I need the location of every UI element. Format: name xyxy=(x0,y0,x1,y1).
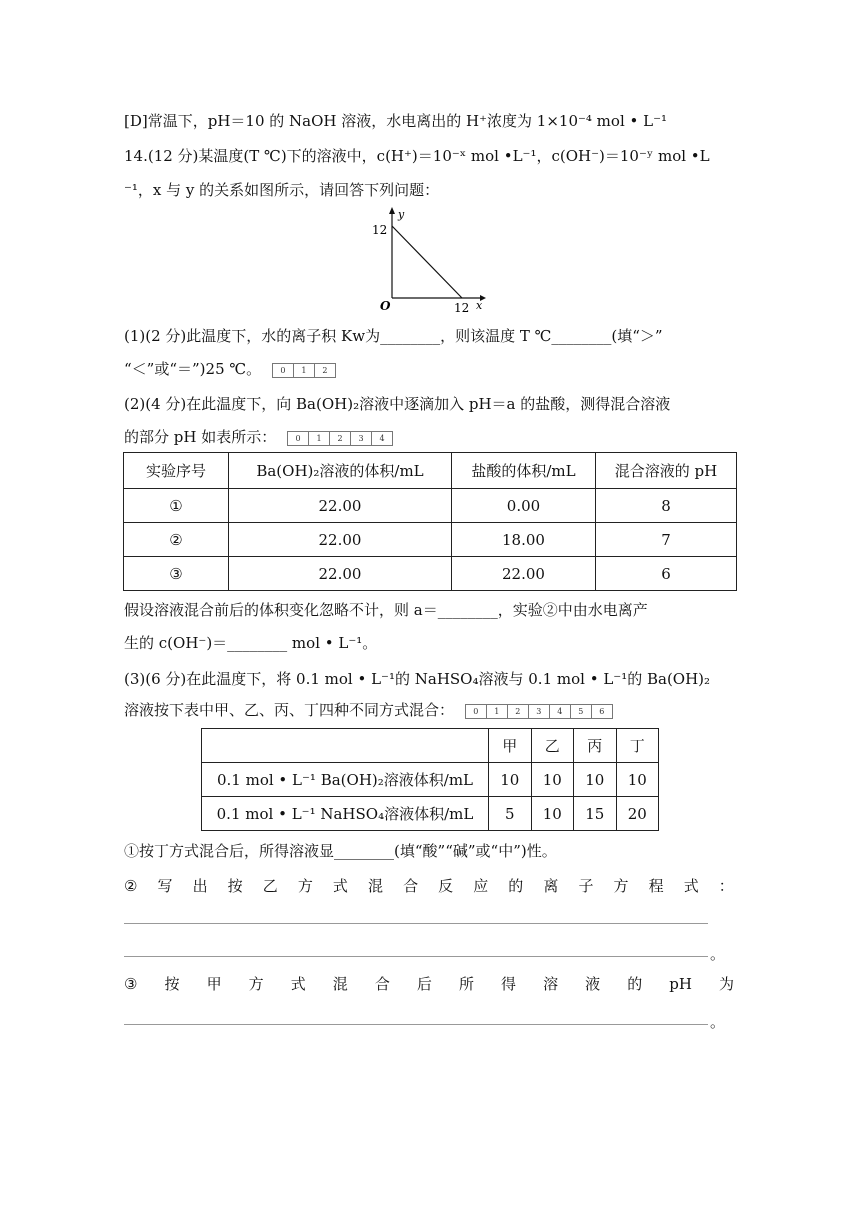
p2-line2-text: 的部分 pH 如表所示： xyxy=(124,428,277,446)
p3-sub3-char: 溶 xyxy=(543,975,559,993)
q13-option-d: [D]常温下，pH＝10 的 NaOH 溶液，水电离出的 H⁺浓度为 1×10⁻⁴ mol • L⁻¹ xyxy=(124,112,668,130)
p3-sub3-char: 式 xyxy=(290,975,306,993)
table1-cell: 22.00 xyxy=(229,489,452,523)
p3-sub3-char: 合 xyxy=(374,975,390,993)
table2-cell: 20 xyxy=(616,797,659,831)
table2-header: 甲 xyxy=(489,729,532,763)
score-box-p1[interactable] xyxy=(272,363,336,378)
q14-stem-line2: ⁻¹，x 与 y 的关系如图所示，请回答下列问题： xyxy=(124,181,440,199)
p3-sub2-char: 反 xyxy=(438,877,454,895)
table2-header: 丙 xyxy=(574,729,617,763)
answer-line-sub3[interactable] xyxy=(124,1024,708,1025)
p3-sub2-char: 式 xyxy=(332,877,348,895)
p1-line2 xyxy=(124,359,336,379)
score-box-p2[interactable] xyxy=(287,431,393,446)
table-row xyxy=(124,523,737,557)
table-row xyxy=(124,557,737,591)
score-cell[interactable]: 5 xyxy=(571,705,592,718)
p3-sub2-char: 乙 xyxy=(262,877,278,895)
table1-cell: ① xyxy=(124,489,229,523)
p3-sub2-char: 出 xyxy=(192,877,208,895)
x-axis-label: x xyxy=(476,299,483,312)
p3-line1: (3)(6 分)在此温度下，将 0.1 mol • L⁻¹的 NaHSO₄溶液与 0.1 mol • L⁻¹的 Ba(OH)₂ xyxy=(124,670,711,688)
p3-sub2-char: 程 xyxy=(648,877,664,895)
table1-cell: ② xyxy=(124,523,229,557)
score-cell[interactable]: 4 xyxy=(550,705,571,718)
table1-header: 混合溶液的 pH xyxy=(596,453,737,489)
table-row xyxy=(202,763,659,797)
answer-line-sub2-a[interactable] xyxy=(124,923,708,924)
p3-sub3-char: 甲 xyxy=(206,975,222,993)
p3-sub2-char: 离 xyxy=(543,877,559,895)
mixing-table xyxy=(201,728,659,831)
table2-cell: 10 xyxy=(531,797,574,831)
q14-stem-line1: 14.(12 分)某温度(T ℃)下的溶液中，c(H⁺)＝10⁻ˣ mol •L⁻¹，c(OH⁻)＝10⁻ʸ mol •L xyxy=(124,147,710,165)
score-cell[interactable]: 0 xyxy=(466,705,487,718)
table2-cell: 10 xyxy=(616,763,659,797)
p3-sub3-char: 的 xyxy=(627,975,643,993)
table2-cell: 15 xyxy=(574,797,617,831)
p3-sub2-char: 应 xyxy=(473,877,489,895)
p3-sub3-char: ③ xyxy=(124,975,138,993)
score-cell[interactable]: 1 xyxy=(487,705,508,718)
p3-sub3-char: 按 xyxy=(164,975,180,993)
table1-cell: 7 xyxy=(596,523,737,557)
table1-header: 盐酸的体积/mL xyxy=(452,453,596,489)
p3-sub2-char: 写 xyxy=(157,877,173,895)
p3-sub1: ①按丁方式混合后，所得溶液显________(填“酸”“碱”或“中”)性。 xyxy=(124,842,557,860)
score-cell[interactable]: 2 xyxy=(322,365,328,375)
p3-sub2-char: ： xyxy=(718,877,734,895)
table2-cell: 0.1 mol • L⁻¹ Ba(OH)₂溶液体积/mL xyxy=(202,763,489,797)
score-cell[interactable]: 3 xyxy=(351,432,372,445)
score-box-p3[interactable] xyxy=(465,704,613,719)
p3-sub2-char: ② xyxy=(124,877,138,895)
p2-line2 xyxy=(124,427,393,447)
table1-cell: 8 xyxy=(596,489,737,523)
p1-line1: (1)(2 分)此温度下，水的离子积 Kw为________，则该温度 T ℃________(填“＞” xyxy=(124,327,663,345)
table2-cell: 10 xyxy=(531,763,574,797)
answer-line-sub2-b[interactable] xyxy=(124,956,708,957)
experiment-table xyxy=(123,452,737,591)
p3-sub2-char: 混 xyxy=(367,877,383,895)
table1-header: Ba(OH)₂溶液的体积/mL xyxy=(229,453,452,489)
origin-label: O xyxy=(380,299,391,313)
p3-sub3-char: 后 xyxy=(416,975,432,993)
y-axis-arrow xyxy=(389,207,395,214)
period-mark: 。 xyxy=(710,945,726,963)
score-cell[interactable]: 0 xyxy=(273,364,294,377)
score-cell[interactable]: 0 xyxy=(288,432,309,445)
p1-line2-text: “＜”或“＝”)25 ℃。 xyxy=(124,360,262,378)
table2-cell: 0.1 mol • L⁻¹ NaHSO₄溶液体积/mL xyxy=(202,797,489,831)
table2-header: 乙 xyxy=(531,729,574,763)
xy-graph xyxy=(366,206,490,316)
table2-header xyxy=(202,729,489,763)
table1-cell: ③ xyxy=(124,557,229,591)
table-row xyxy=(124,489,737,523)
p2-after-line1: 假设溶液混合前后的体积变化忽略不计，则 a＝________，实验②中由水电离产 xyxy=(124,601,648,619)
score-cell[interactable]: 3 xyxy=(529,705,550,718)
p3-line2 xyxy=(124,700,613,720)
p3-sub3-char: 为 xyxy=(718,975,734,993)
score-cell[interactable]: 1 xyxy=(294,364,315,377)
p3-sub2 xyxy=(124,876,734,896)
score-cell[interactable]: 1 xyxy=(309,432,330,445)
table2-cell: 10 xyxy=(574,763,617,797)
score-cell[interactable]: 2 xyxy=(330,432,351,445)
p3-sub2-char: 式 xyxy=(683,877,699,895)
p3-sub3-char: 液 xyxy=(585,975,601,993)
p3-sub2-char: 方 xyxy=(297,877,313,895)
x-tick-label: 12 xyxy=(454,301,470,315)
y-axis-label: y xyxy=(398,208,405,221)
period-mark: 。 xyxy=(710,1013,726,1031)
p3-sub3-char: pH xyxy=(669,975,692,993)
p3-sub2-char: 的 xyxy=(508,877,524,895)
p3-sub3-char: 方 xyxy=(248,975,264,993)
y-tick-label: 12 xyxy=(372,223,388,237)
score-cell[interactable]: 6 xyxy=(599,706,605,716)
score-cell[interactable]: 4 xyxy=(379,433,385,443)
table2-header: 丁 xyxy=(616,729,659,763)
data-line xyxy=(392,226,462,298)
table1-cell: 22.00 xyxy=(229,523,452,557)
p3-line2-text: 溶液按下表中甲、乙、丙、丁四种不同方式混合： xyxy=(124,701,455,719)
table1-cell: 22.00 xyxy=(452,557,596,591)
table1-cell: 22.00 xyxy=(229,557,452,591)
p2-line1: (2)(4 分)在此温度下，向 Ba(OH)₂溶液中逐滴加入 pH＝a 的盐酸，测得混合溶液 xyxy=(124,395,671,413)
table1-cell: 6 xyxy=(596,557,737,591)
p3-sub2-char: 方 xyxy=(613,877,629,895)
table-row xyxy=(202,797,659,831)
p3-sub2-char: 按 xyxy=(227,877,243,895)
table1-header: 实验序号 xyxy=(124,453,229,489)
p3-sub3-char: 混 xyxy=(332,975,348,993)
p3-sub3-char: 所 xyxy=(458,975,474,993)
p3-sub2-char: 合 xyxy=(403,877,419,895)
p2-after-line2: 生的 c(OH⁻)＝________ mol • L⁻¹。 xyxy=(124,634,378,652)
p3-sub3-char: 得 xyxy=(501,975,517,993)
score-cell[interactable]: 2 xyxy=(508,705,529,718)
table2-cell: 5 xyxy=(489,797,532,831)
p3-sub2-char: 子 xyxy=(578,877,594,895)
table1-cell: 18.00 xyxy=(452,523,596,557)
p3-sub3 xyxy=(124,974,734,994)
table1-cell: 0.00 xyxy=(452,489,596,523)
table2-cell: 10 xyxy=(489,763,532,797)
